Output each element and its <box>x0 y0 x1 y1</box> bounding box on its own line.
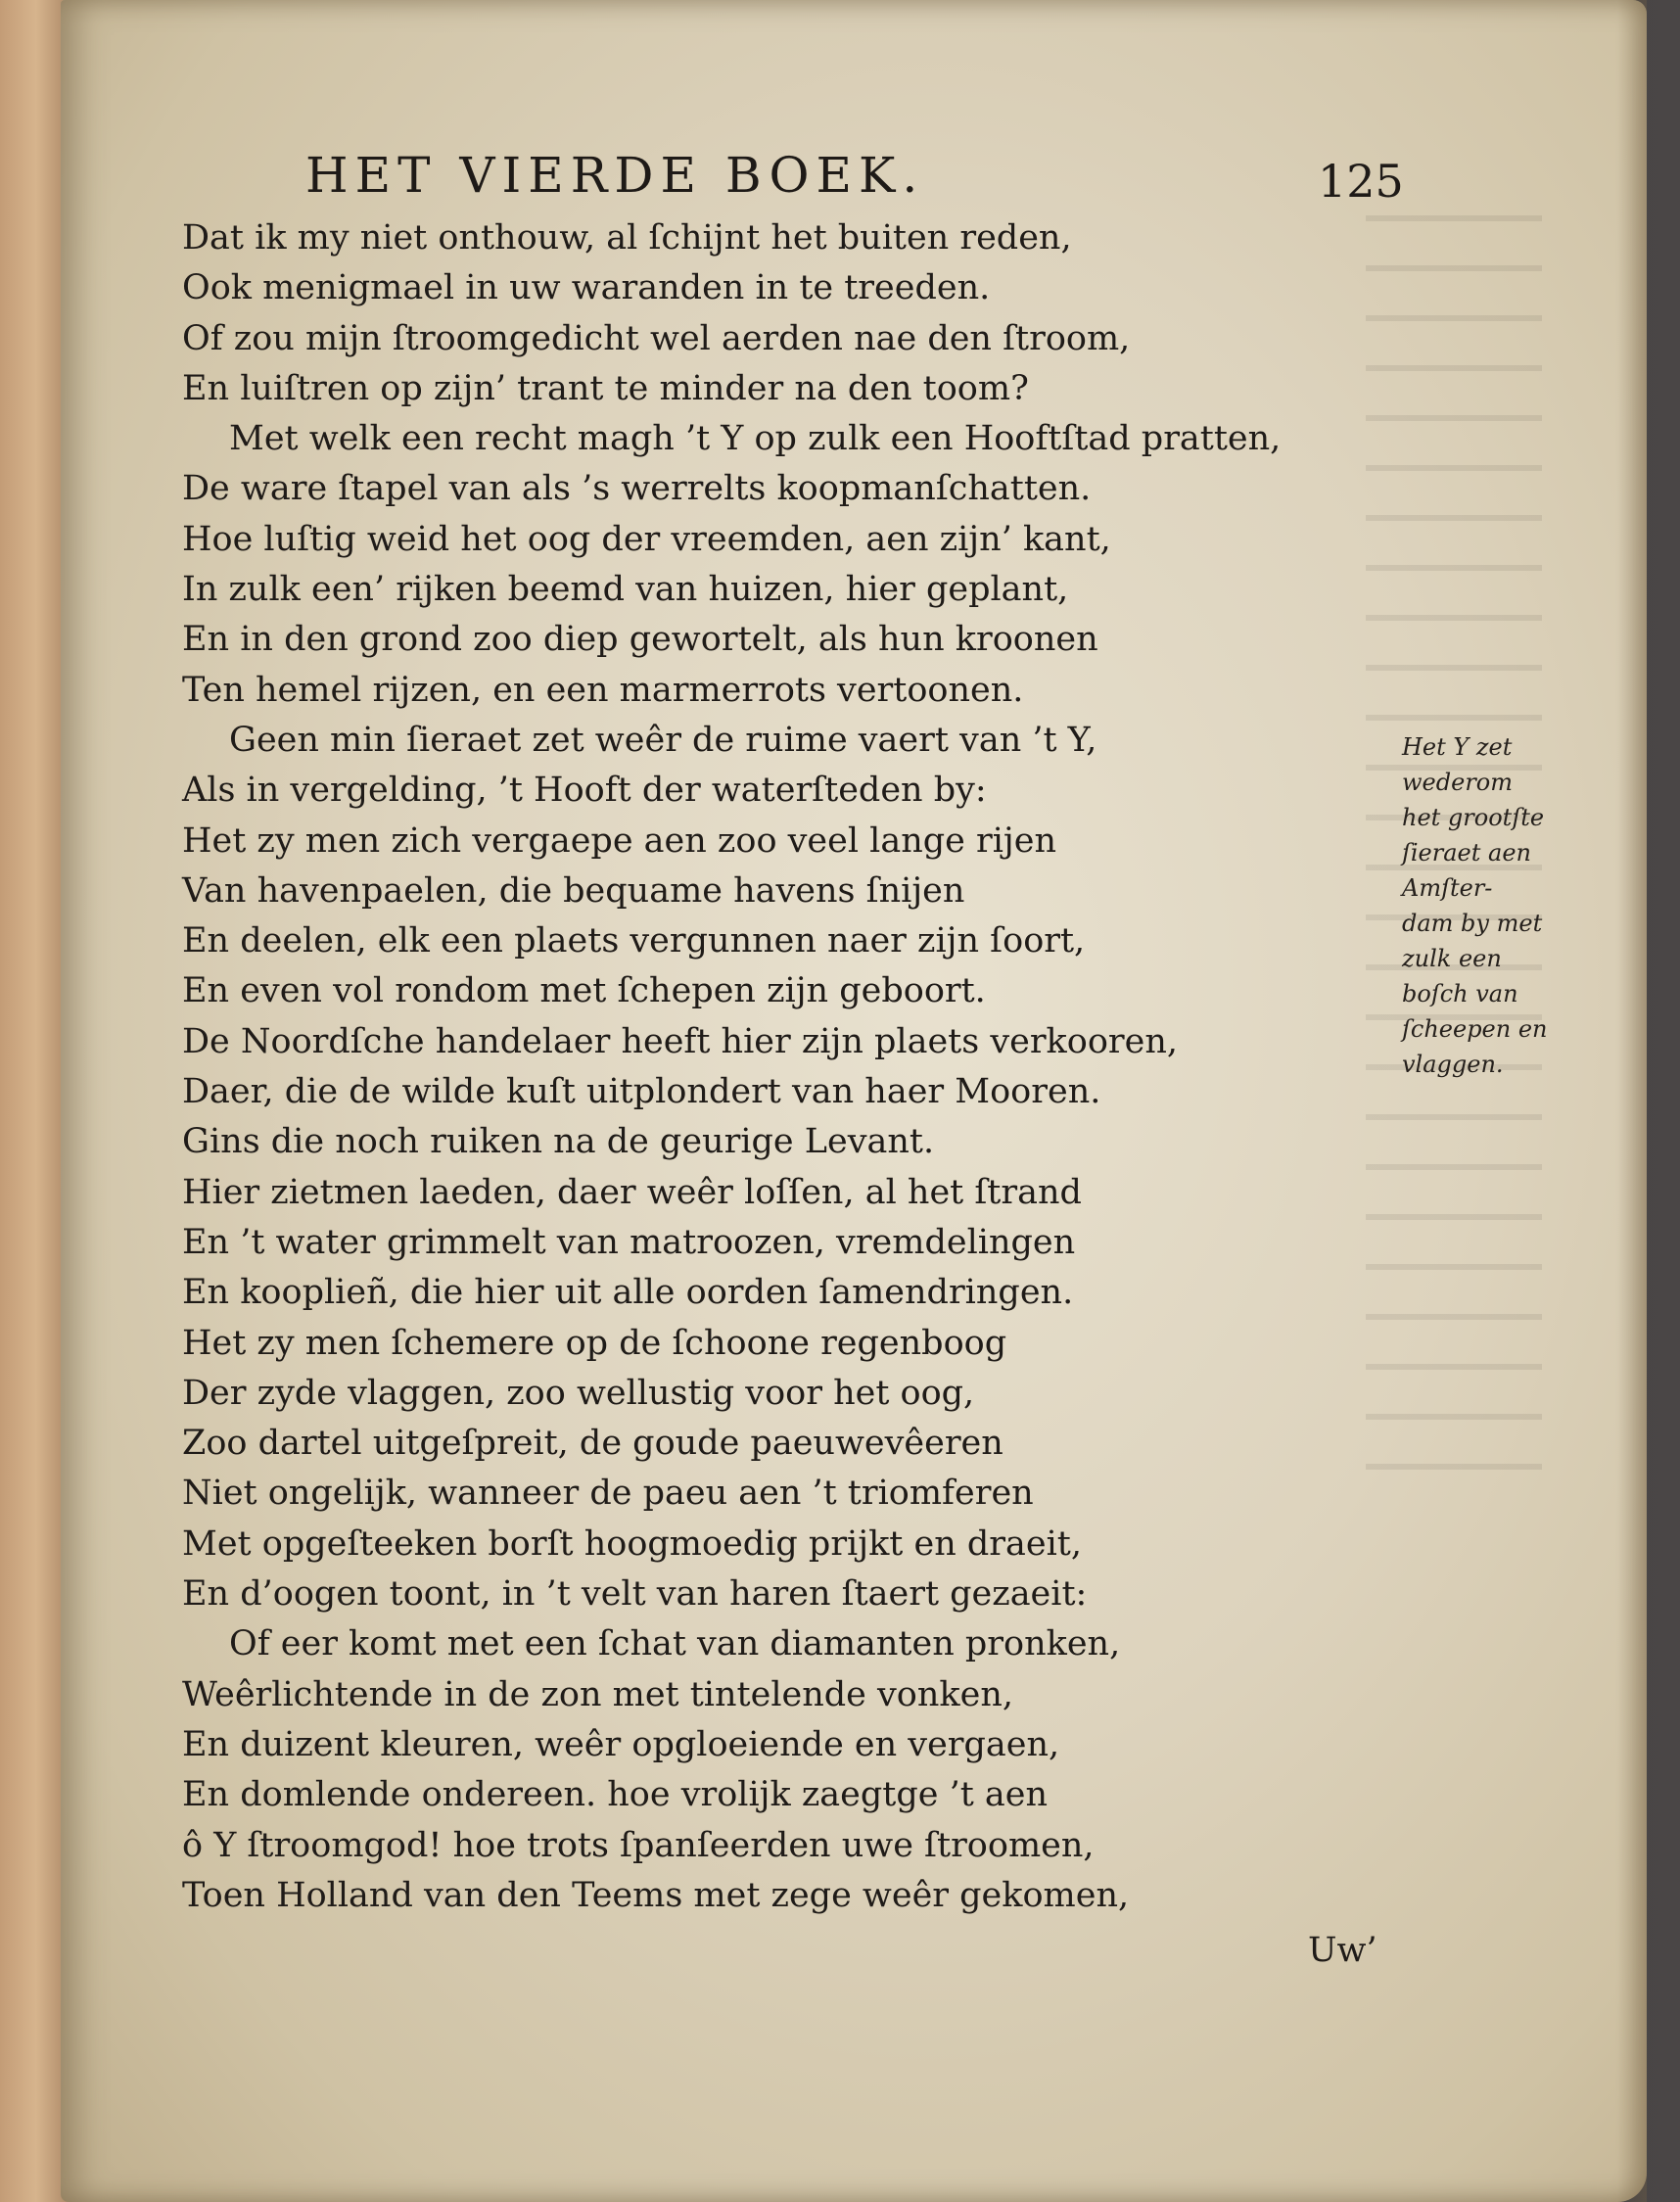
poem-line: Van havenpaelen, die bequame havens ſnijen <box>182 870 965 911</box>
poem-line: De Noordſche handelaer heeft hier zijn plaets verkooren, <box>182 1021 1179 1061</box>
poem-line: Als in vergelding, ’t Hooft der waterſteden by: <box>182 771 987 811</box>
poem-line: Daer, die de wilde kuſt uitplondert van haer Mooren. <box>182 1072 1101 1112</box>
poem-line: Toen Holland van den Teems met zege weêr gekomen, <box>182 1875 1130 1915</box>
poem-line: En deelen, elk een plaets vergunnen naer zijn ſoort, <box>182 921 1086 961</box>
marginal-note-line: vlaggen. <box>1402 1051 1504 1078</box>
poem-line: En luiſtren op zijn’ trant te minder na den toom? <box>182 368 1029 408</box>
marginal-note <box>1402 729 1559 1082</box>
poem-line: En duizent kleuren, weêr opgloeiende en vergaen, <box>182 1724 1060 1764</box>
marginal-note-line: ſieraet aen <box>1402 839 1531 867</box>
poem-text <box>182 213 1367 1921</box>
poem-line: Hier zietmen laeden, daer weêr loſſen, al het ſtrand <box>182 1172 1082 1212</box>
poem-line: Weêrlichtende in de zon met tintelende vonken, <box>182 1674 1013 1714</box>
poem-line: Met welk een recht magh ’t Y op zulk een Hooftſtad pratten, <box>229 419 1282 459</box>
poem-line: En in den grond zoo diep gewortelt, als hun kroonen <box>182 620 1098 660</box>
marginal-note-line: ſcheepen en <box>1402 1015 1548 1043</box>
poem-line: ô Y ſtroomgod! hoe trots ſpanſeerden uwe ſtroomen, <box>182 1825 1095 1865</box>
marginal-note-line: boſch van <box>1402 980 1518 1007</box>
poem-line: Gins die noch ruiken na de geurige Levant. <box>182 1122 935 1162</box>
poem-line: En even vol rondom met ſchepen zijn geboort. <box>182 971 986 1011</box>
poem-line: Niet ongelijk, wanneer de paeu aen ’t triomferen <box>182 1474 1034 1514</box>
running-head: HET VIERDE BOEK. <box>305 147 925 204</box>
poem-line: Met opgeſteeken borſt hoogmoedig prijkt en draeit, <box>182 1523 1082 1564</box>
marginal-note-line: Amſter- <box>1402 874 1493 902</box>
poem-line: De ware ſtapel van als ’s werrelts koopmanſchatten. <box>182 469 1092 509</box>
marginal-note-line: dam by met <box>1402 910 1543 937</box>
poem-line: Het zy men zich vergaepe aen zoo veel lange rijen <box>182 820 1057 861</box>
poem-line: Of zou mijn ſtroomgedicht wel aerden nae den ſtroom, <box>182 318 1131 358</box>
poem-line: Zoo dartel uitgeſpreit, de goude paeuwevêeren <box>182 1424 1003 1464</box>
poem-line: En kooplieñ, die hier uit alle oorden ſamendringen. <box>182 1273 1074 1313</box>
poem-line: En domlende ondereen. hoe vrolijk zaegtge ’t aen <box>182 1775 1049 1815</box>
poem-line: Dat ik my niet onthouw, al ſchijnt het buiten reden, <box>182 218 1072 258</box>
poem-line: Der zyde vlaggen, zoo wellustig voor het oog, <box>182 1373 975 1413</box>
marginal-note-line: Het Y zet <box>1402 733 1513 761</box>
poem-line: Ook menigmael in uw waranden in te treeden. <box>182 268 991 308</box>
marginal-note-line: zulk een <box>1402 945 1502 972</box>
catchword: Uw’ <box>1308 1931 1377 1970</box>
page-number: 125 <box>1318 155 1404 208</box>
poem-line: Hoe luſtig weid het oog der vreemden, aen zijn’ kant, <box>182 519 1111 559</box>
poem-line: Het zy men ſchemere op de ſchoone regenboog <box>182 1323 1007 1363</box>
poem-line: En d’oogen toont, in ’t velt van haren ſtaert gezaeit: <box>182 1574 1088 1615</box>
poem-line: En ’t water grimmelt van matroozen, vremdelingen <box>182 1222 1076 1262</box>
poem-line: Ten hemel rijzen, en een marmerrots vertoonen. <box>182 670 1024 710</box>
marginal-note-line: het grootſte <box>1402 804 1545 831</box>
poem-line: In zulk een’ rijken beemd van huizen, hier geplant, <box>182 570 1069 610</box>
page-edge-shadow <box>1617 0 1647 2202</box>
marginal-note-line: wederom <box>1402 769 1513 796</box>
poem-line: Geen min ſieraet zet weêr de ruime vaert van ’t Y, <box>229 720 1097 760</box>
poem-line: Of eer komt met een ſchat van diamanten pronken, <box>229 1624 1121 1664</box>
